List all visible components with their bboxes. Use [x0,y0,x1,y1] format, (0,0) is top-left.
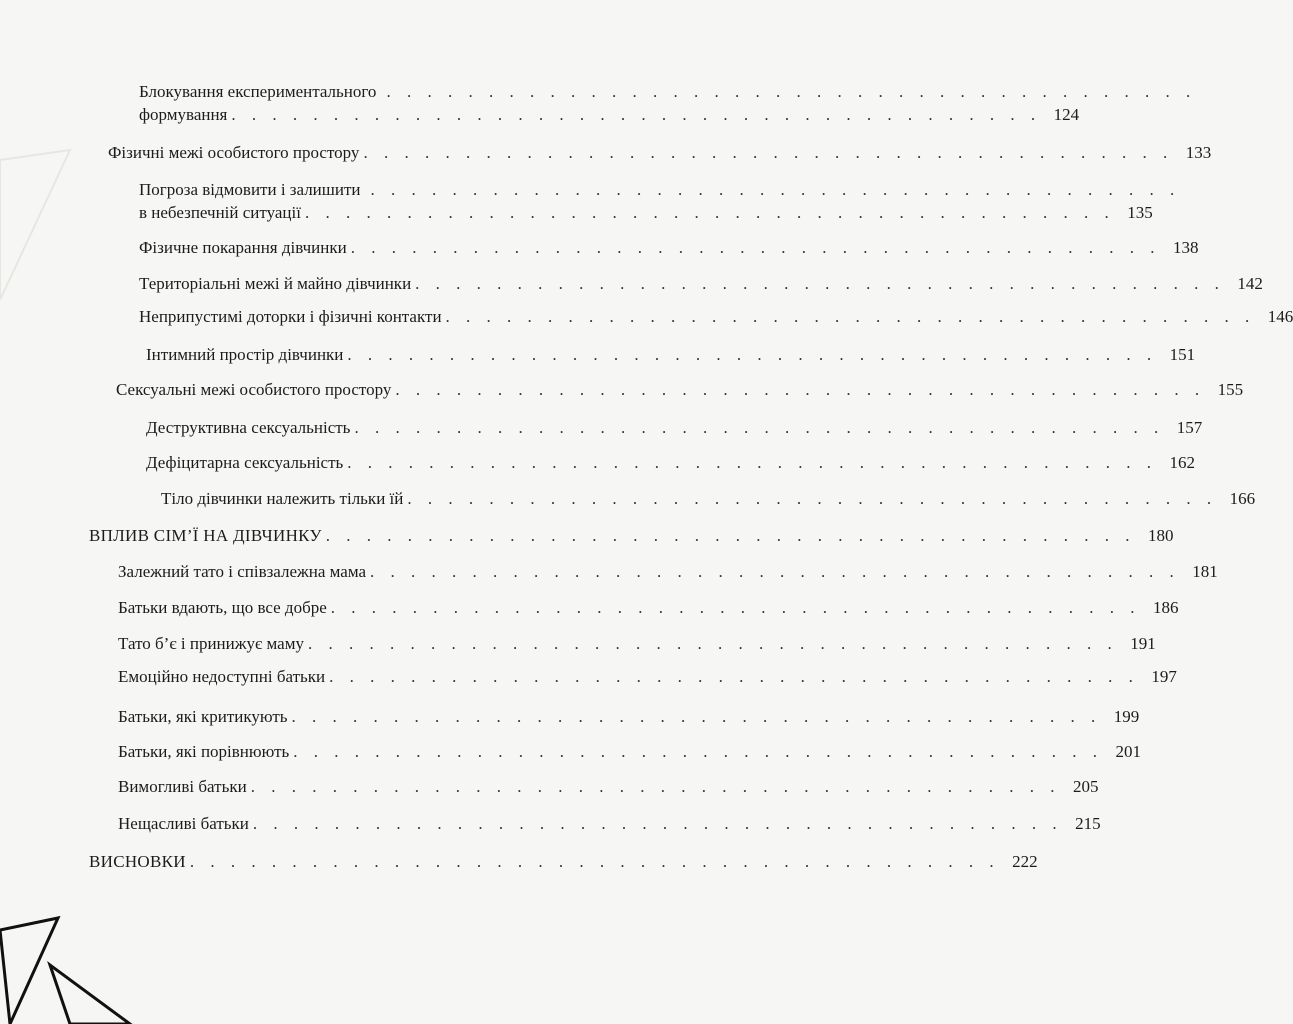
toc-entry-line [108,141,1212,164]
dot-leader: . . . . . . . . . . . . . . . . . . . . . . . . . . . . . . . . . . . . . . . . [293,742,1104,761]
toc-page-number: 155 [1217,380,1244,399]
toc-entry [146,343,1196,366]
toc-entry-line [146,343,1196,366]
toc-entry [118,596,1179,619]
triangle-outline-1 [0,918,58,1024]
toc-entry-line [118,775,1099,798]
toc-entry [118,665,1177,688]
toc-page-number: 197 [1151,667,1177,686]
toc-page-number: 151 [1169,345,1196,364]
toc-entry [139,178,1181,224]
toc-entry-line [146,451,1196,474]
toc-entry-line [116,378,1244,401]
toc-entry-title: Інтимний простір дівчинки [146,345,344,364]
dot-leader: . . . . . . . . . . . . . . . . . . . . . . . . . . . . . . . . . . . . . . . . [330,598,1141,617]
toc-page-number: 199 [1113,707,1140,726]
toc-page-number: 138 [1172,238,1199,257]
dot-leader: . . . . . . . . . . . . . . . . . . . . . . . . . . . . . . . . . . . . . . . . [395,380,1206,399]
dot-leader: . . . . . . . . . . . . . . . . . . . . . . . . . . . . . . . . . . . . . . . . [307,634,1118,653]
toc-entry-title: в небезпечній ситуації [139,203,301,222]
toc-page-number: 135 [1127,203,1153,222]
dot-leader: . . . . . . . . . . . . . . . . . . . . . . . . . . . . . . . . . . . . . . . . [350,238,1161,257]
toc-entry-line [118,560,1218,583]
toc-entry-title: Фізичні межі особистого простору [108,143,360,162]
dot-leader: . . . . . . . . . . . . . . . . . . . . . . . . . . . . . . . . . . . . . . . . [445,307,1256,326]
dot-leader: . . . . . . . . . . . . . . . . . . . . . . . . . . . . . . . . . . . . . . . . [291,707,1102,726]
toc-entry [118,740,1142,763]
toc-page-number: 146 [1267,307,1293,326]
toc-entry [118,632,1156,655]
toc-entry [146,416,1203,439]
toc-entry-title: Батьки вдають, що все добре [118,598,327,617]
faint-triangle-shadow [0,150,70,300]
toc-entry-title: Тіло дівчинки належить тільки їй [161,489,404,508]
toc-page-number: 157 [1176,418,1203,437]
dot-leader: . . . . . . . . . . . . . . . . . . . . . . . . . . . . . . . . . . . . . . . . [347,453,1158,472]
toc-entry-title: Вимогливі батьки [118,777,247,796]
toc-entry-line [118,632,1156,655]
toc-entry [118,705,1140,728]
dot-leader: . . . . . . . . . . . . . . . . . . . . . . . . . . . . . . . . . . . . . . . . [325,526,1136,545]
toc-entry [118,560,1218,583]
toc-entry [161,487,1256,510]
toc-page-number: 215 [1075,814,1101,833]
toc-page-number: 191 [1130,634,1156,653]
dot-leader: . . . . . . . . . . . . . . . . . . . . . . . . . . . . . . . . . . . . . . . . [252,814,1063,833]
toc-entry-title: ВИСНОВКИ [89,852,186,871]
dot-leader: . . . . . . . . . . . . . . . . . . . . . . . . . . . . . . . . . . . . . . . . [386,82,1197,101]
toc-page-number: 180 [1148,526,1174,545]
toc-entry-line [118,740,1142,763]
toc-entry-line [139,80,1197,103]
toc-entry-line [139,236,1199,259]
toc-entry-line [139,201,1153,224]
toc-entry-line [89,524,1174,547]
toc-entry [89,850,1038,873]
toc-entry-title: Тато б’є і принижує маму [118,634,304,653]
toc-entry-title: Батьки, які критикують [118,707,288,726]
toc-entry-title: Залежний тато і співзалежна мама [118,562,367,581]
toc-page-number: 186 [1153,598,1179,617]
dot-leader: . . . . . . . . . . . . . . . . . . . . . . . . . . . . . . . . . . . . . . . . [347,345,1158,364]
toc-page-number: 142 [1237,274,1263,293]
toc-entry-title: Батьки, які порівнюють [118,742,290,761]
toc-page-number: 124 [1053,105,1080,124]
dot-leader: . . . . . . . . . . . . . . . . . . . . . . . . . . . . . . . . . . . . . . . . [370,180,1181,199]
toc-entry-title: Нещасливі батьки [118,814,249,833]
toc-entry-title: Сексуальні межі особистого простору [116,380,392,399]
toc-entry-title: Емоційно недоступні батьки [118,667,326,686]
toc-entry-line [161,487,1256,510]
toc-entry [118,775,1099,798]
toc-page-number: 133 [1185,143,1212,162]
toc-entry-line [146,416,1203,439]
dot-leader: . . . . . . . . . . . . . . . . . . . . . . . . . . . . . . . . . . . . . . . . [363,143,1174,162]
toc-entry-line [139,178,1181,201]
toc-entry [139,80,1197,126]
dot-leader: . . . . . . . . . . . . . . . . . . . . . . . . . . . . . . . . . . . . . . . . [354,418,1165,437]
toc-entry [116,378,1244,401]
dot-leader: . . . . . . . . . . . . . . . . . . . . . . . . . . . . . . . . . . . . . . . . [250,777,1061,796]
dot-leader: . . . . . . . . . . . . . . . . . . . . . . . . . . . . . . . . . . . . . . . . [329,667,1139,686]
toc-page-number: 181 [1192,562,1218,581]
toc-entry-line [118,596,1179,619]
toc-entry-title: Територіальні межі й майно дівчинки [139,274,412,293]
dot-leader: . . . . . . . . . . . . . . . . . . . . . . . . . . . . . . . . . . . . . . . . [407,489,1218,508]
toc-entry-title: Погроза відмовити і залишити [139,180,361,199]
toc-entry [139,305,1293,328]
toc-page-number: 222 [1012,852,1038,871]
dot-leader: . . . . . . . . . . . . . . . . . . . . . . . . . . . . . . . . . . . . . . . . [231,105,1042,124]
toc-entry-title: Фізичне покарання дівчинки [139,238,347,257]
toc-entry-title: формування [139,105,228,124]
toc-entry-title: ВПЛИВ СІМ’Ї НА ДІВЧИНКУ [89,526,322,545]
toc-entry-line [118,812,1101,835]
toc-entry-title: Неприпустимі доторки і фізичні контакти [139,307,442,326]
toc-page-number: 205 [1072,777,1099,796]
toc-entry-line [139,305,1293,328]
toc-entry [108,141,1212,164]
toc-entry [146,451,1196,474]
toc-entry-title: Деструктивна сексуальність [146,418,351,437]
toc-entry [118,812,1101,835]
toc-entry-title: Дефіцитарна сексуальність [146,453,344,472]
toc-page-number: 201 [1115,742,1142,761]
dot-leader: . . . . . . . . . . . . . . . . . . . . . . . . . . . . . . . . . . . . . . . . [189,852,1000,871]
toc-entry-line [89,850,1038,873]
toc-entry-line [139,272,1263,295]
toc-entry-line [139,103,1080,126]
toc-entry [139,272,1263,295]
dot-leader: . . . . . . . . . . . . . . . . . . . . . . . . . . . . . . . . . . . . . . . . [370,562,1180,581]
dot-leader: . . . . . . . . . . . . . . . . . . . . . . . . . . . . . . . . . . . . . . . . [304,203,1115,222]
toc-entry-line [118,665,1177,688]
toc-entry-title: Блокування експериментального [139,82,377,101]
toc-entry-line [118,705,1140,728]
toc-entry [139,236,1199,259]
triangle-outline-2 [50,965,130,1024]
dot-leader: . . . . . . . . . . . . . . . . . . . . . . . . . . . . . . . . . . . . . . . . [415,274,1225,293]
toc-page-number: 162 [1169,453,1196,472]
toc-entry [89,524,1174,547]
toc-page-number: 166 [1229,489,1256,508]
